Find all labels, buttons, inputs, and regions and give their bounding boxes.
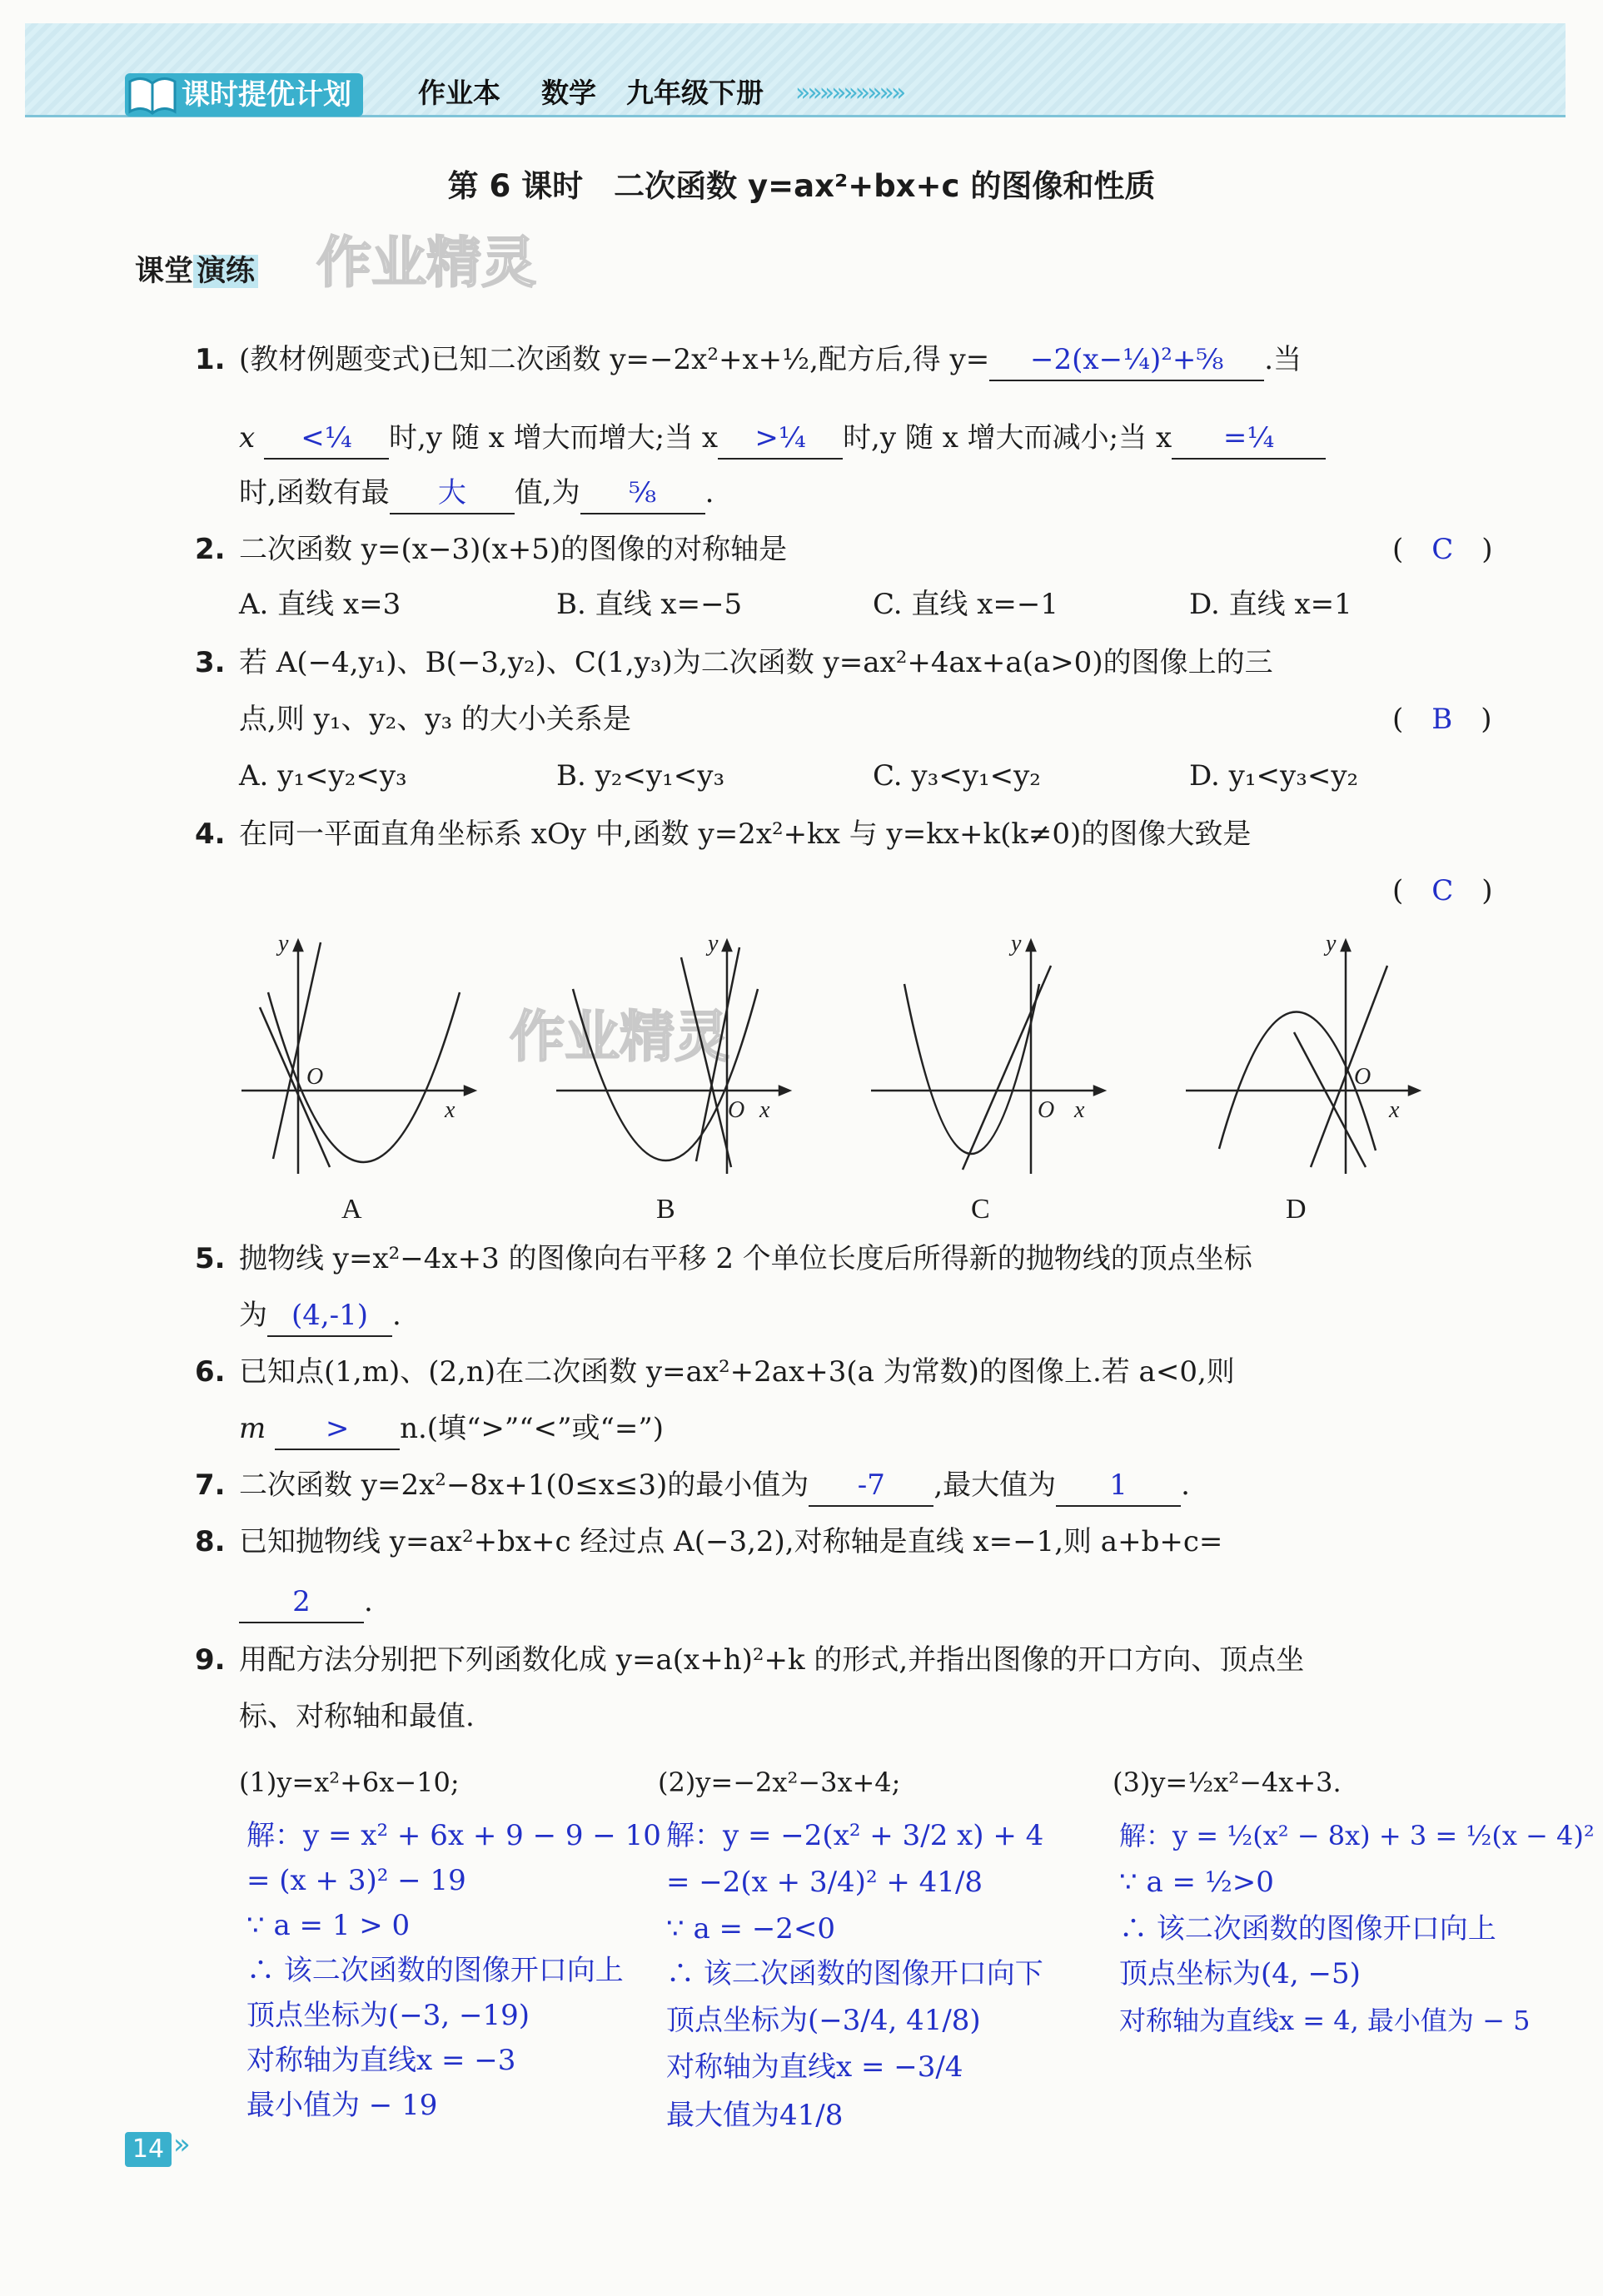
section-part1: 课堂 (135, 255, 194, 288)
q1-line3-text (239, 473, 714, 514)
q1-end1: .当 (1264, 343, 1302, 376)
brand-text: 课时提优计划 (182, 78, 351, 112)
q7-text (239, 1465, 1190, 1507)
q9-part2-step1: 解：y = −2(x² + 3/2 x) + 4 (666, 1819, 1044, 1852)
page-title: 第 6 课时 二次函数 y=ax²+bx+c 的图像和性质 (447, 168, 1156, 204)
q9-part2-step7: 最大值为41/8 (666, 2099, 844, 2132)
q3-answer: B (1431, 703, 1453, 736)
q2-answer-bracket: ( C ) (1392, 533, 1493, 566)
q9-part1-step1: 解：y = x² + 6x + 9 − 9 − 10 (246, 1819, 661, 1852)
section-part2: 演练 (193, 255, 258, 288)
q9-text2: 标、对称轴和最值. (239, 1700, 475, 1733)
q1-answer-4: =¼ (1172, 418, 1326, 460)
page-number: 14 (125, 2132, 172, 2167)
graph-b-x-label: x (759, 1097, 770, 1123)
q1-answer-6: ⅝ (580, 473, 705, 514)
q3-option-c: C. y₃<y₁<y₂ (873, 759, 1041, 793)
q8-number: 8. (195, 1525, 226, 1558)
graph-a-origin: O (306, 1064, 324, 1090)
q9-part1-step6: 对称轴为直线x = −3 (246, 2044, 516, 2077)
q3-option-a: A. y₁<y₂<y₃ (239, 759, 407, 793)
graph-c-origin: O (1038, 1097, 1055, 1123)
graph-d (1186, 941, 1419, 1174)
q2-option-a: A. 直线 x=3 (239, 588, 401, 621)
q9-part3-step1: 解：y = ½(x² − 8x) + 3 = ½(x − 4)² (1119, 1820, 1595, 1851)
q8-text1: 已知抛物线 y=ax²+bx+c 经过点 A(−3,2),对称轴是直线 x=−1,则 a+b+c= (239, 1525, 1223, 1558)
header-chevrons: »»»»»»»»» (795, 78, 904, 107)
q4-answer-bracket: ( C ) (1392, 874, 1493, 907)
graph-c (871, 941, 1104, 1174)
graph-b (556, 941, 789, 1174)
q9-part1-step2: = (x + 3)² − 19 (246, 1864, 466, 1897)
q7-text-c: . (1181, 1469, 1190, 1502)
q9-number: 9. (195, 1643, 226, 1677)
q9-text1: 用配方法分别把下列函数化成 y=a(x+h)²+k 的形式,并指出图像的开口方向、顶点坐 (239, 1643, 1305, 1677)
q3-text1: 若 A(−4,y₁)、B(−3,y₂)、C(1,y₃)为二次函数 y=ax²+4ax+a(a>0)的图像上的三 (239, 646, 1273, 679)
q3-option-d: D. y₁<y₃<y₂ (1189, 759, 1359, 793)
q9-part3-step2: ∵ a = ½>0 (1119, 1866, 1274, 1899)
q4-text: 在同一平面直角坐标系 xOy 中,函数 y=2x²+kx 与 y=kx+k(k≠0)的图像大致是 (239, 818, 1252, 851)
q1-number: 1. (195, 343, 226, 376)
graph-a-x-label: x (445, 1097, 456, 1123)
q1-answer-5: 大 (390, 473, 515, 514)
q1-l3c: . (704, 476, 714, 509)
q9-part1-step3: ∵ a = 1 > 0 (246, 1909, 411, 1942)
graph-b-y-label: y (708, 932, 719, 957)
q8-answer: 2 (239, 1582, 364, 1623)
graph-c-y-label: y (1011, 932, 1022, 957)
q9-part2-step2: = −2(x + 3/4)² + 41/8 (666, 1866, 983, 1899)
graph-a (241, 941, 475, 1174)
graph-d-origin: O (1354, 1064, 1372, 1090)
q9-part3-step3: ∴ 该二次函数的图像开口向上 (1119, 1912, 1496, 1946)
q9-part3-label: (3)y=½x²−4x+3. (1113, 1767, 1342, 1798)
subject: 数学 (541, 77, 596, 109)
watermark-2: 作业精灵 (510, 1005, 729, 1069)
q8-end: . (364, 1585, 373, 1618)
q9-part3-step4: 顶点坐标为(4, −5) (1119, 1957, 1361, 1990)
graph-c-x-label: x (1074, 1097, 1085, 1123)
q9-part2-step3: ∵ a = −2<0 (666, 1912, 836, 1946)
graph-a-label: A (341, 1194, 362, 1225)
q9-part1-label: (1)y=x²+6x−10; (239, 1767, 460, 1798)
q2-text: 二次函数 y=(x−3)(x+5)的图像的对称轴是 (239, 533, 788, 566)
q1-stem: (教材例题变式)已知二次函数 y=−2x²+x+½,配方后,得 y= (239, 343, 990, 376)
q2-option-d: D. 直线 x=1 (1189, 588, 1352, 621)
q9-part3-step5: 对称轴为直线x = 4, 最小值为 − 5 (1119, 2005, 1531, 2036)
q1-text (239, 340, 1302, 381)
q9-part2-step6: 对称轴为直线x = −3/4 (666, 2050, 963, 2084)
graph-b-origin: O (728, 1097, 745, 1123)
q5-l2b: . (392, 1299, 401, 1332)
q1-answer-3: >¼ (718, 418, 843, 460)
section-heading (135, 248, 258, 290)
q5-l2a: 为 (239, 1299, 267, 1332)
q7-text-a: 二次函数 y=2x²−8x+1(0≤x≤3)的最小值为 (239, 1469, 809, 1502)
q7-number: 7. (195, 1469, 226, 1502)
graph-d-y-label: y (1326, 932, 1337, 957)
q5-text1: 抛物线 y=x²−4x+3 的图像向右平移 2 个单位长度后所得新的抛物线的顶点坐标 (239, 1242, 1252, 1275)
q9-part2-step4: ∴ 该二次函数的图像开口向下 (666, 1957, 1043, 1990)
q3-number: 3. (195, 646, 226, 679)
q5-number: 5. (195, 1242, 226, 1275)
q6-line2-text (239, 1409, 664, 1450)
q9-part2-step5: 顶点坐标为(−3/4, 41/8) (666, 2004, 981, 2037)
q9-part1-step5: 顶点坐标为(−3, −19) (246, 1999, 530, 2032)
graph-d-label: D (1286, 1194, 1307, 1225)
q1-line2-text (239, 418, 1326, 460)
q2-answer: C (1431, 533, 1454, 566)
q4-number: 4. (195, 818, 226, 851)
q3-option-b: B. y₂<y₁<y₃ (556, 759, 725, 793)
watermark: 作业精灵 (316, 231, 536, 295)
q6-number: 6. (195, 1355, 226, 1389)
q5-answer: (4,-1) (267, 1295, 392, 1337)
q1-l2c: 时,y 随 x 增大而减小;当 x (843, 421, 1172, 455)
page-chevron-icon: » (173, 2128, 191, 2161)
graph-c-label: C (971, 1194, 990, 1225)
q1-answer-1: −2(x−¼)²+⅝ (989, 340, 1264, 381)
q2-option-c: C. 直线 x=−1 (873, 588, 1059, 621)
q4-graphs (225, 932, 1507, 1182)
q6-text1: 已知点(1,m)、(2,n)在二次函数 y=ax²+2ax+3(a 为常数)的图像上.若 a<0,则 (239, 1355, 1235, 1389)
graph-a-y-label: y (278, 932, 289, 957)
q7-text-b: ,最大值为 (933, 1469, 1057, 1502)
q6-m: m (239, 1412, 266, 1445)
q2-option-b: B. 直线 x=−5 (556, 588, 743, 621)
grade: 九年级下册 (626, 77, 764, 109)
q6-l2b: n.(填“>”“<”或“=”) (400, 1412, 665, 1445)
q4-answer: C (1431, 874, 1454, 907)
q1-answer-2: <¼ (264, 418, 389, 460)
q1-l3a: 时,函数有最 (239, 476, 390, 509)
q3-text2: 点,则 y₁、y₂、y₃ 的大小关系是 (239, 703, 631, 736)
book-icon (127, 70, 178, 117)
q9-part1-step4: ∴ 该二次函数的图像开口向上 (246, 1954, 624, 1987)
q9-part1-step7: 最小值为 − 19 (246, 2089, 438, 2122)
graph-b-label: B (656, 1194, 675, 1225)
q1-l2b: 时,y 随 x 增大而增大;当 x (389, 421, 719, 455)
q7-answer-max: 1 (1056, 1465, 1181, 1507)
q5-line2-text (239, 1295, 401, 1337)
q8-line2-text (239, 1582, 373, 1623)
book-type: 作业本 (418, 77, 500, 109)
graph-d-x-label: x (1389, 1097, 1400, 1123)
q9-part2-label: (2)y=−2x²−3x+4; (658, 1767, 901, 1798)
q7-answer-min: -7 (809, 1465, 933, 1507)
q3-answer-bracket: ( B ) (1392, 703, 1492, 736)
q1-x: x (239, 421, 256, 455)
q2-number: 2. (195, 533, 226, 566)
q6-answer: > (275, 1409, 400, 1450)
q1-l3b: 值,为 (514, 476, 580, 509)
